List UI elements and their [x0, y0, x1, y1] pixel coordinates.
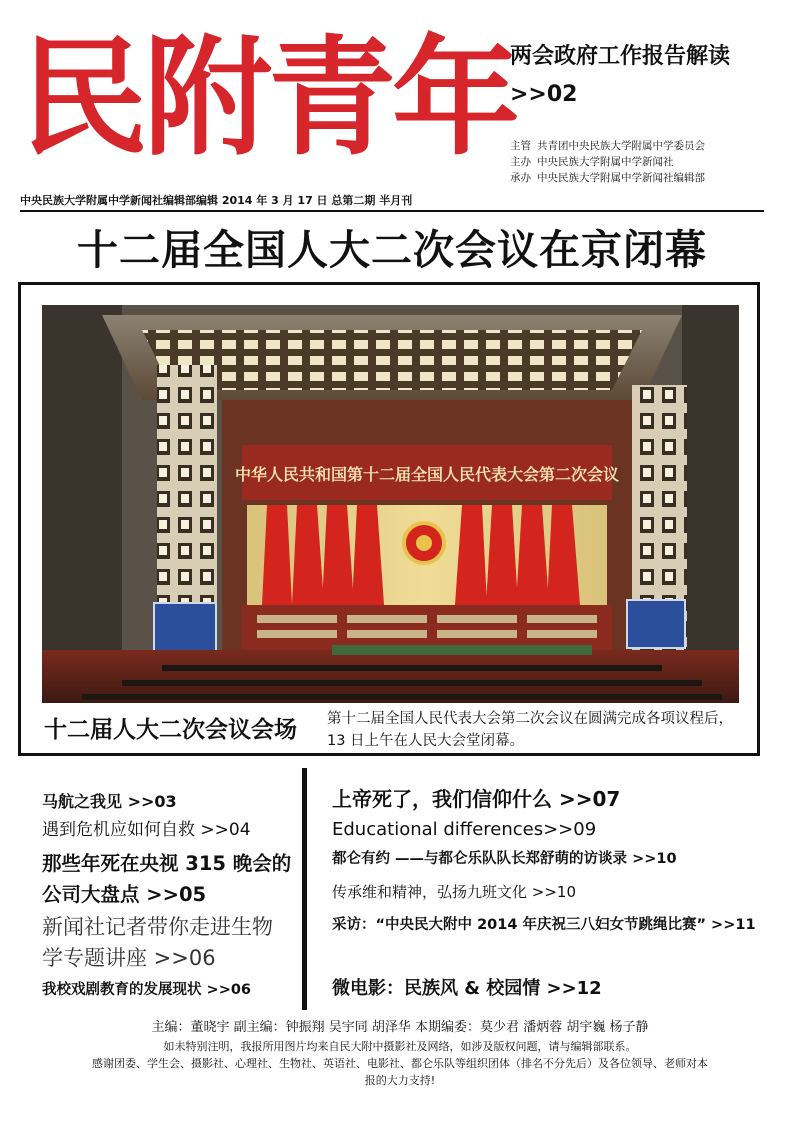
photo-caption-title: 十二届人大二次会议会场: [44, 717, 297, 743]
acknowledgement-note: 感谢团委、学生会、摄影社、心理社、生物社、英语社、电影社、都仑乐队等组织团体（排名不分先后）及各位领导、老师对本报的大力支持!: [92, 1057, 708, 1087]
masthead-title: 民附青年: [20, 23, 517, 173]
toc-item-micro-film[interactable]: 微电影：民族风 & 校园情 >>12: [332, 978, 602, 999]
toc-item-315-gala-companies[interactable]: 那些年死在央视 315 晚会的公司大盘点 >>05: [42, 852, 292, 906]
sponsor-line: [510, 138, 790, 154]
sponsor-name: 共青团中央民族大学附属中学委员会: [537, 140, 705, 152]
toc-item-dulun-interview[interactable]: 都仑有约 ——与都仑乐队队长郑舒萌的访谈录 >>10: [332, 851, 677, 867]
editorial-staff: 主编：董晓宇 副主编：钟振翔 吴宇同 胡泽华 本期编委：莫少君 潘炳蓉 胡宇巍 杨子静: [151, 1020, 649, 1035]
sponsor-line: [510, 154, 790, 170]
toc-item-crisis-self-rescue[interactable]: 遇到危机应如何自救 >>04: [42, 820, 251, 840]
sponsor-name: 中央民族大学附属中学新闻社: [537, 156, 674, 168]
toc-item-class-nine-culture[interactable]: 传承维和精神，弘扬九班文化 >>10: [332, 883, 576, 901]
footer: [30, 1018, 770, 1089]
main-headline: 十二届全国人大二次会议在京闭幕: [77, 226, 707, 274]
toc-item-drama-education[interactable]: 我校戏剧教育的发展现状 >>06: [42, 982, 252, 998]
sponsor-name: 中央民族大学附属中学新闻社编辑部: [537, 172, 705, 184]
toc-item-god-is-dead[interactable]: 上帝死了，我们信仰什么 >>07: [332, 787, 621, 811]
photo-caption-text: 第十二届全国人民代表大会第二次会议在圆满完成各项议程后，13 日上午在人民大会堂闭幕。: [327, 711, 733, 749]
issue-info: 中央民族大学附属中学新闻社编辑部编辑 2014 年 3 月 17 日 总第二期 半月刊: [20, 194, 413, 207]
column-divider: [302, 768, 307, 1010]
sponsor-block: [510, 138, 790, 186]
toc-item-mh370[interactable]: 马航之我见 >>03: [42, 792, 177, 811]
copyright-note: 如未特别注明，我报所用图片均来自民大附中摄影社及网络，如涉及版权问题，请与编辑部联系。: [163, 1040, 637, 1053]
sponsor-role: 承办: [510, 172, 531, 184]
toc-item-biology-lecture[interactable]: 新闻社记者带你走进生物学专题讲座 >>06: [42, 915, 273, 970]
sponsor-line: [510, 170, 790, 186]
masthead-divider: [20, 210, 764, 212]
banner-text: 中华人民共和国第十二届全国人民代表大会第二次会议: [234, 465, 620, 484]
assembly-hall-illustration: [42, 305, 739, 703]
headline-teaser[interactable]: 两会政府工作报告解读 >>02: [510, 44, 731, 107]
toc-item-educational-differences[interactable]: Educational differences>>09: [332, 819, 597, 840]
sponsor-role: 主管: [510, 140, 531, 152]
sponsor-role: 主办: [510, 156, 531, 168]
assembly-hall-photo: [42, 305, 739, 703]
toc-item-jump-rope-interview[interactable]: 采访：“中央民大附中 2014 年庆祝三八妇女节跳绳比赛” >>11: [332, 917, 756, 933]
